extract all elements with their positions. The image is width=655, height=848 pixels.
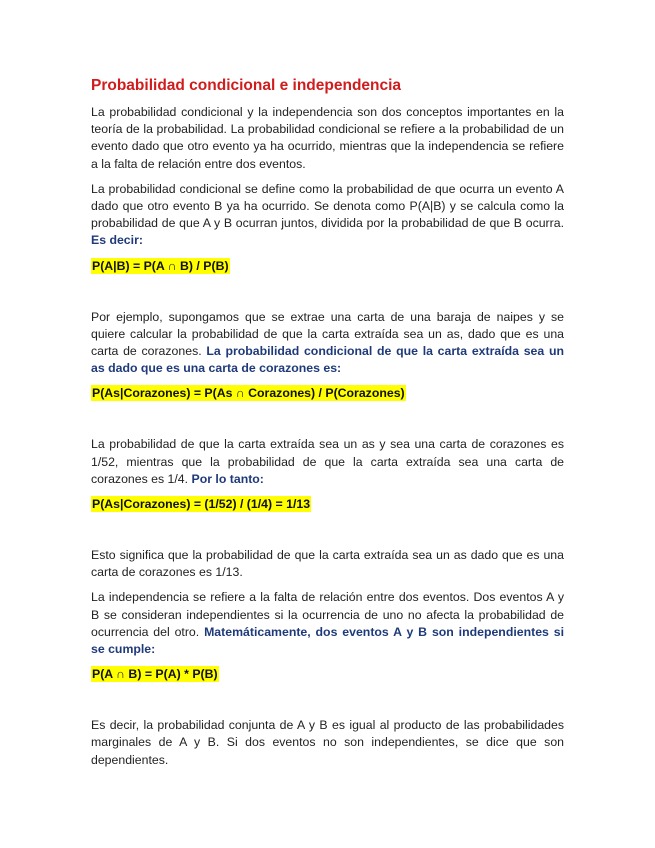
intro-paragraph: La probabilidad condicional y la independencia son dos conceptos importantes en la teoría de la probabilidad. La probabilidad condicional se refiere a la probabilidad de un evento dado que otro evento ya ha ocurrido, mientras que la independencia se refiere a la falta de relación entre dos eventos. [91,105,564,171]
spacer [91,402,564,436]
document-content [91,76,564,777]
emphasis-text: La probabilidad condicional de que la carta extraída sea un as dado que es una carta de corazones es: [91,344,564,376]
meaning-paragraph: Esto significa que la probabilidad de que la carta extraída sea un as dado que es una carta de corazones es 1/13. [91,548,564,580]
spacer [91,683,564,717]
paragraph-text: La independencia se refiere a la falta de relación entre dos eventos. Dos eventos A y B se consideran independientes si la ocurrencia de uno no afecta la probabilidad de ocurrencia del otro. [91,590,564,639]
calculation-paragraph [91,436,564,488]
emphasis-text: Matemáticamente, dos eventos A y B son independientes si se cumple: [91,624,564,657]
conditional-formula: P(A|B) = P(A ∩ B) / P(B) [92,258,229,273]
formula-line [91,666,564,683]
conclusion-paragraph: Es decir, la probabilidad conjunta de A y B es igual al producto de las probabilidades marginales de A y B. Si dos eventos no son independientes, se dice que son dependientes. [91,718,564,767]
paragraph-text: Por ejemplo, supongamos que se extrae una carta de una baraja de naipes y se quiere calcular la probabilidad de que la carta extraída sea un as, dado que es una carta de corazones. [91,309,564,359]
independence-paragraph [91,589,564,658]
paragraph-text: La probabilidad condicional se define como la probabilidad de que ocurra un evento A dado que otro evento B ya ha ocurrido. Se denota como P(A|B) y se calcula como la probabilidad de que A y B ocurran juntos, dividida por la probabilidad de que B ocurra. [91,181,564,231]
conditional-definition-paragraph [91,181,564,250]
paragraph-text: La probabilidad de que la carta extraída sea un as y sea una carta de corazones es 1/52, mientras que la probabilidad de que la carta extraída sea una carta de corazones es 1/4. [91,437,564,486]
independence-formula: P(A ∩ B) = P(A) * P(B) [92,667,218,682]
emphasis-text: Por lo tanto: [191,471,264,486]
emphasis-text: Es decir: [91,233,143,248]
formula-line [91,385,564,402]
document-title: Probabilidad condicional e independencia [91,77,402,94]
spacer [91,513,564,547]
example-formula: P(As|Corazones) = P(As ∩ Corazones) / P(Corazones) [92,386,405,401]
spacer [91,275,564,309]
result-formula: P(As|Corazones) = (1/52) / (1/4) = 1/13 [92,497,311,512]
example-paragraph [91,309,564,378]
formula-line [91,258,564,275]
formula-line [91,496,564,513]
